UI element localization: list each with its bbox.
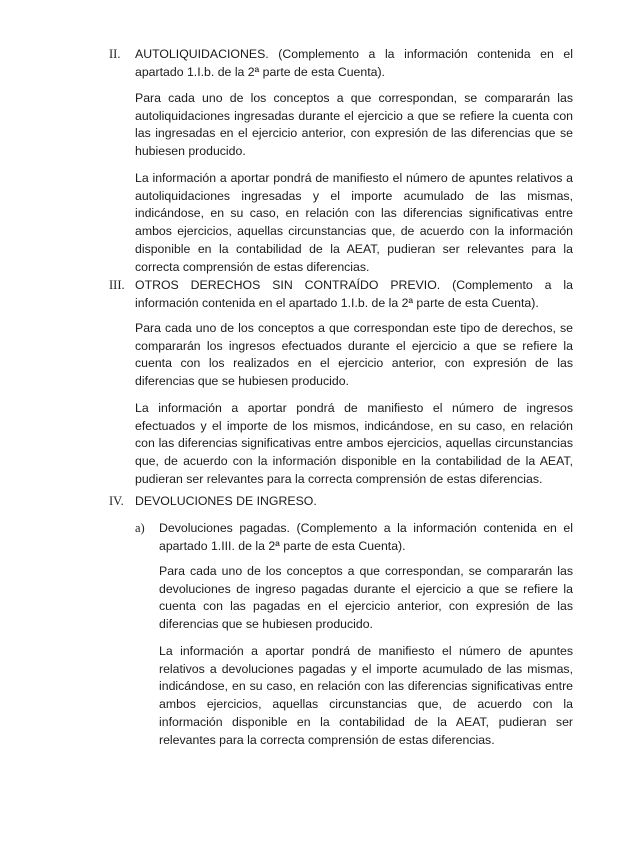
- section-ii-paragraph-2: La información a aportar pondrá de manifiesto el número de apuntes relativos a autoliquidaciones ingresadas y el importe acumulado de las mismas, indicándose, en su caso, en relación con las diferencias significativas entre ambos ejercicios, aquellas circunstancias que, de acuerdo con la información disponible en la contabilidad de la AEAT, pudieran ser relevantes para la correcta comprensión de estas diferencias.: [135, 171, 573, 274]
- subsection-a-letter: a): [135, 521, 145, 535]
- section-iii-paragraph-2: La información a aportar pondrá de manifiesto el número de ingresos efectuados y el importe de los mismos, indicándose, en su caso, en relación con las diferencias significativas entre ambos ejercicios, aquellas circunstancias que, de acuerdo con la información disponible en la contabilidad de la AEAT, pudieran ser relevantes para la correcta comprensión de estas diferencias.: [135, 401, 573, 486]
- section-ii-heading: AUTOLIQUIDACIONES. (Complemento a la información contenida en el apartado 1.I.b. de la 2ª parte de esta Cuenta).: [135, 47, 573, 79]
- section-ii-paragraph-1: Para cada uno de los conceptos a que correspondan, se compararán las autoliquidaciones ingresadas durante el ejercicio a que se refiere la cuenta con las ingresadas en el ejercicio anterior, con expresión de las diferencias que se hubiesen producido.: [135, 91, 573, 159]
- section-iii-paragraph-1: Para cada uno de los conceptos a que correspondan este tipo de derechos, se compararán los ingresos efectuados durante el ejercicio a que se refiere la cuenta con los realizados en el ejercicio anterior, con expresión de las diferencias que se hubiesen producido.: [135, 321, 573, 389]
- subsection-a-paragraph-1: Para cada uno de los conceptos a que correspondan, se compararán las devoluciones de ingreso pagadas durante el ejercicio a que se refiere la cuenta con las pagadas en el ejercicio anterior, con expresión de las diferencias que se hubiesen producido.: [159, 564, 573, 632]
- subsection-a-heading: Devoluciones pagadas. (Complemento a la información contenida en el apartado 1.III. de la 2ª parte de esta Cuenta).: [159, 521, 573, 553]
- section-iv-numeral: IV.: [109, 494, 124, 508]
- subsection-a-paragraph-2: La información a aportar pondrá de manifiesto el número de apuntes relativos a devoluciones pagadas y el importe acumulado de las mismas, indicándose, en su caso, en relación con las diferencias significativas entre ambos ejercicios, aquellas circunstancias que, de acuerdo con la información disponible en la contabilidad de la AEAT, pudieran ser relevantes para la correcta comprensión de estas diferencias.: [159, 644, 573, 747]
- section-iii-heading: OTROS DERECHOS SIN CONTRAÍDO PREVIO. (Complemento a la información contenida en el apartado 1.I.b. de la 2ª parte de esta Cuenta).: [135, 278, 573, 310]
- section-ii-numeral: II.: [109, 47, 121, 61]
- section-iii-numeral: III.: [109, 278, 125, 292]
- section-iv-heading: DEVOLUCIONES DE INGRESO.: [135, 494, 317, 508]
